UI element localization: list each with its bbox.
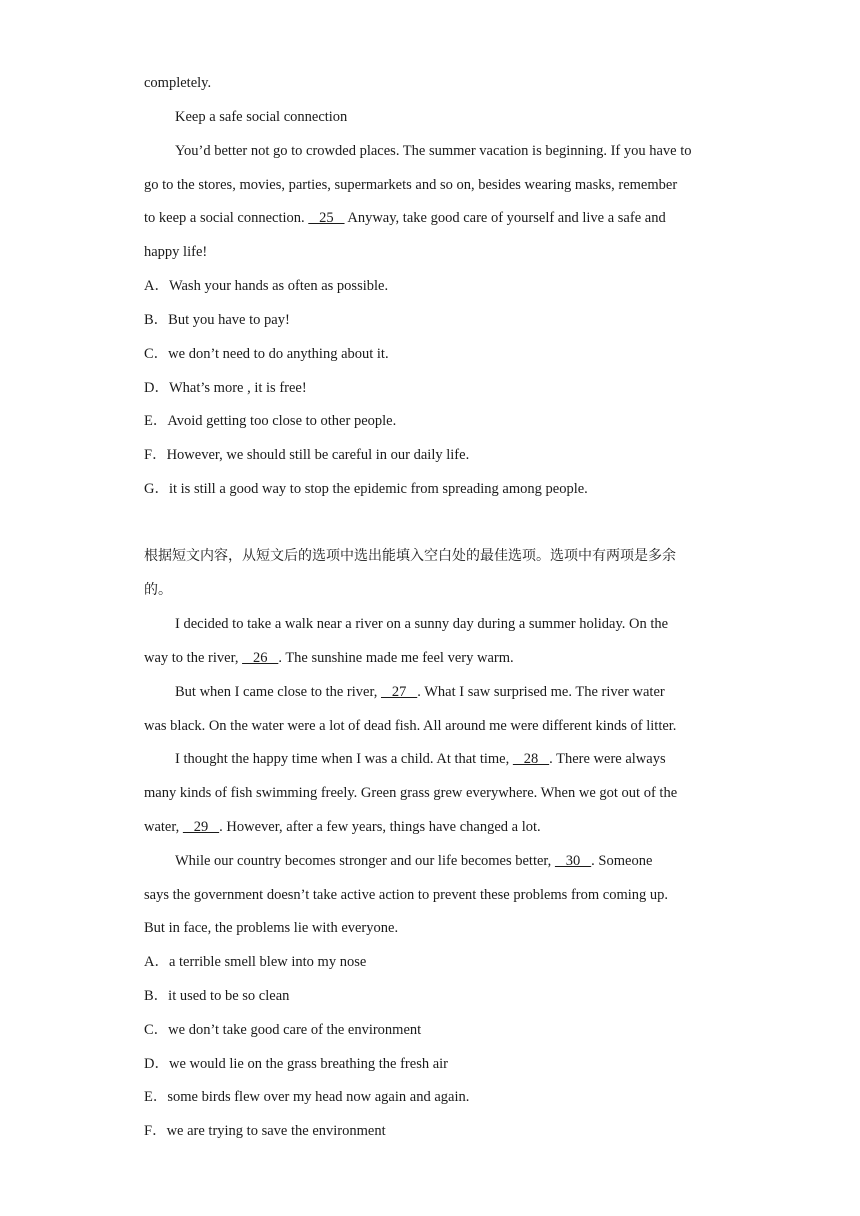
blank-30: 30 <box>554 853 592 869</box>
blank-28: 28 <box>512 751 550 767</box>
option-f: F．However, we should still be careful in our daily life. <box>144 447 470 463</box>
passage-tail: completely. <box>144 75 212 91</box>
passage-line: I decided to take a walk near a river on a sunny day during a summer holiday. On the <box>175 616 669 632</box>
blank-25: 25 <box>308 210 345 226</box>
blank-29: 29 <box>182 819 220 835</box>
passage-line: You’d better not go to crowded places. The summer vacation is beginning. If you have to <box>175 143 692 159</box>
option-a: A．a terrible smell blew into my nose <box>144 954 367 970</box>
option-e: E．some birds flew over my head now again and again. <box>144 1089 470 1105</box>
instructions: 根据短文内容，从短文后的选项中选出能填入空白处的最佳选项。选项中有两项是多余 <box>144 548 676 564</box>
option-d: D．What’s more , it is free! <box>144 380 307 396</box>
option-c: C．we don’t need to do anything about it. <box>144 346 389 362</box>
passage-line: says the government doesn’t take active action to prevent these problems from coming up. <box>144 887 669 903</box>
passage-line: go to the stores, movies, parties, supermarkets and so on, besides wearing masks, remember <box>144 177 678 193</box>
instructions-cont: 的。 <box>144 582 172 598</box>
option-b: B．But you have to pay! <box>144 312 290 328</box>
option-g: G．it is still a good way to stop the epidemic from spreading among people. <box>144 481 588 497</box>
passage-line: water, 29 . However, after a few years, things have changed a lot. <box>144 819 541 835</box>
passage-line: happy life! <box>144 244 208 260</box>
passage-line: way to the river, 26 . The sunshine made me feel very warm. <box>144 650 514 666</box>
option-e: E．Avoid getting too close to other people. <box>144 413 397 429</box>
passage-line: was black. On the water were a lot of dead fish. All around me were different kinds of litter. <box>144 718 677 734</box>
option-c: C．we don’t take good care of the environment <box>144 1022 422 1038</box>
passage-line: But in face, the problems lie with everyone. <box>144 920 399 936</box>
option-d: D．we would lie on the grass breathing the fresh air <box>144 1056 449 1072</box>
passage-line: many kinds of fish swimming freely. Green grass grew everywhere. When we got out of the <box>144 785 678 801</box>
blank-27: 27 <box>380 684 418 700</box>
passage-line: I thought the happy time when I was a child. At that time, 28 . There were always <box>175 751 666 767</box>
option-a: A．Wash your hands as often as possible. <box>144 278 389 294</box>
passage-line: to keep a social connection. 25 Anyway, take good care of yourself and live a safe and <box>144 210 666 226</box>
blank-26: 26 <box>242 650 279 666</box>
option-b: B．it used to be so clean <box>144 988 290 1004</box>
passage-line: But when I came close to the river, 27 . What I saw surprised me. The river water <box>175 684 665 700</box>
passage-line: While our country becomes stronger and our life becomes better, 30 . Someone <box>175 853 653 869</box>
section-heading: Keep a safe social connection <box>175 109 348 125</box>
option-f: F．we are trying to save the environment <box>144 1123 386 1139</box>
